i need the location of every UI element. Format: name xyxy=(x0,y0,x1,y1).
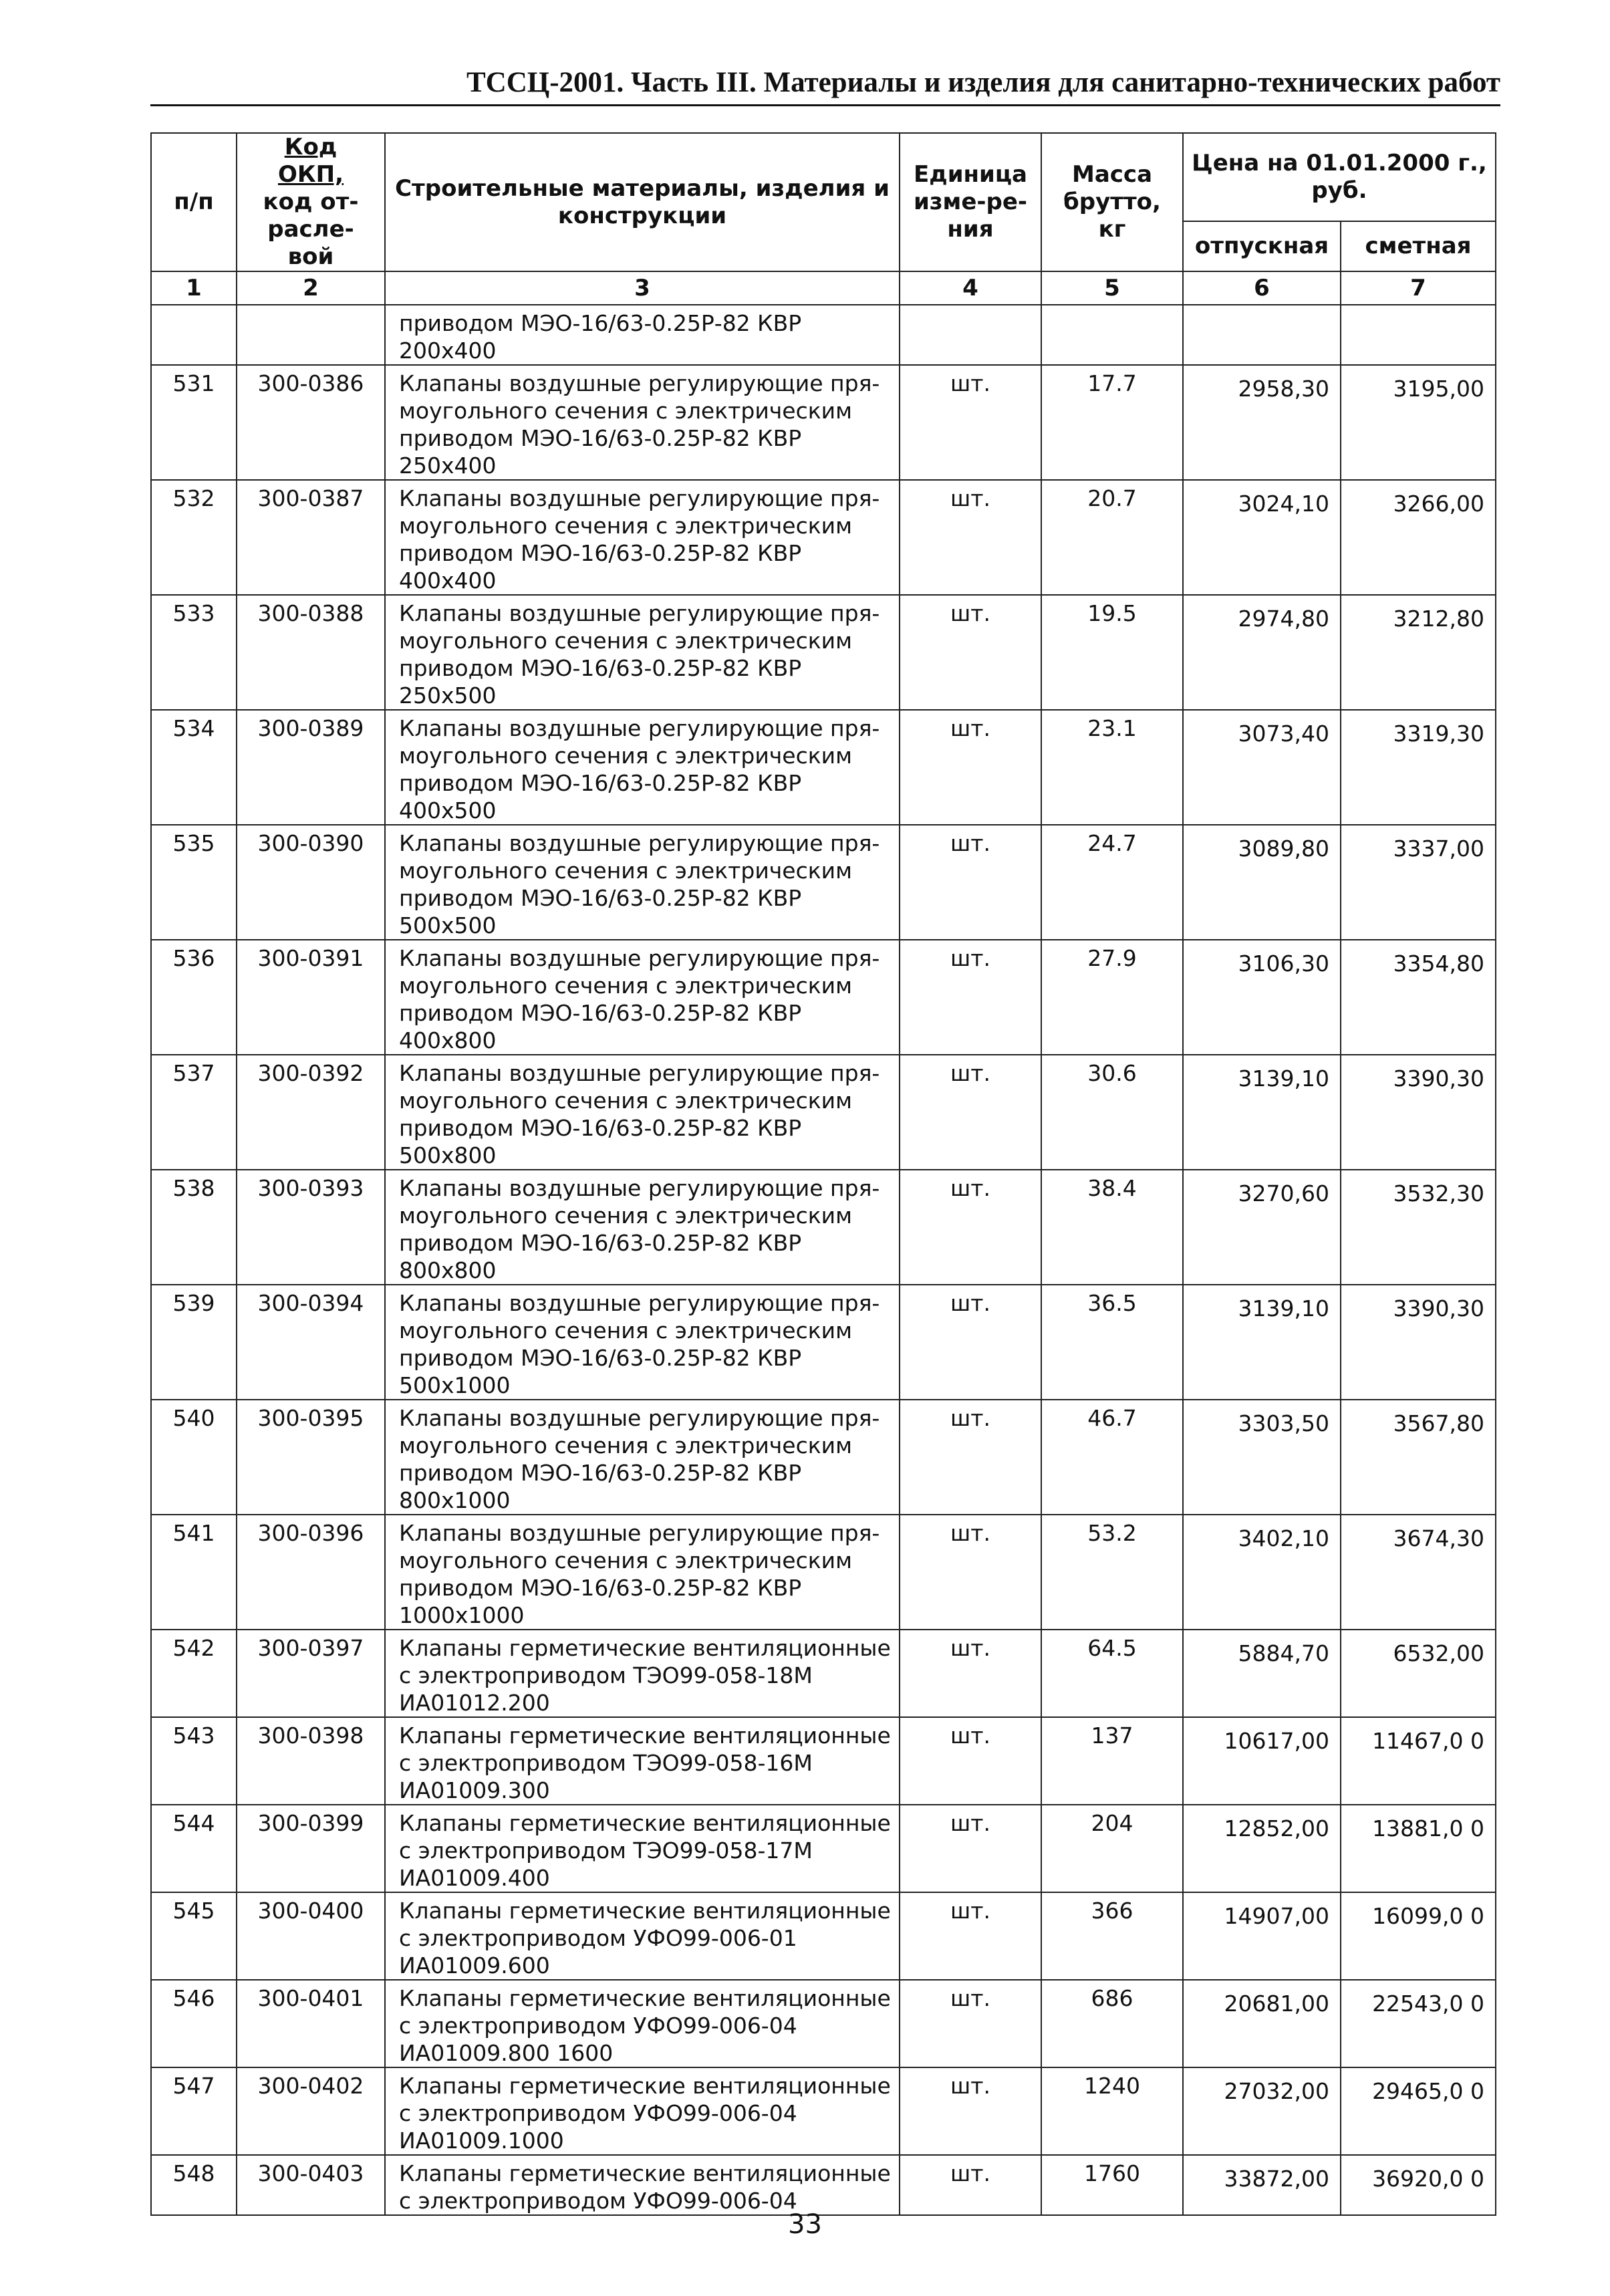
row-description xyxy=(385,825,900,940)
table-row xyxy=(151,1630,1496,1717)
row-price-estimate: 3337,00 xyxy=(1341,825,1496,940)
row-description-line: с электроприводом УФО99-006-04 xyxy=(399,2100,797,2126)
table-row xyxy=(151,595,1496,710)
row-mass: 366 xyxy=(1041,1892,1183,1980)
row-mass: 204 xyxy=(1041,1805,1183,1892)
table-row xyxy=(151,480,1496,595)
col-header-code-line2: ОКП, xyxy=(277,161,344,188)
table-row xyxy=(151,710,1496,825)
row-number: 536 xyxy=(151,940,237,1055)
col-header-price-group: Цена на 01.01.2000 г., руб. xyxy=(1183,133,1496,221)
table-row xyxy=(151,2067,1496,2155)
page-header-title: ТССЦ-2001. Часть III. Материалы и изделия для санитарно-технических работ xyxy=(150,64,1500,106)
row-description-line: ИА01009.600 xyxy=(399,1952,550,1979)
row-okp-code: 300-0395 xyxy=(237,1400,385,1515)
row-okp-code: 300-0397 xyxy=(237,1630,385,1717)
row-description-line: приводом МЭО-16/63-0.25Р-82 КВР xyxy=(399,655,802,681)
row-description-line: 500x500 xyxy=(399,912,497,938)
row-price-release: 3402,10 xyxy=(1183,1515,1341,1630)
row-price-release: 3073,40 xyxy=(1183,710,1341,825)
row-price-estimate: 6532,00 xyxy=(1341,1630,1496,1717)
row-unit: шт. xyxy=(900,940,1041,1055)
row-number: 531 xyxy=(151,365,237,480)
row-okp-code: 300-0403 xyxy=(237,2155,385,2215)
col-header-desc: Строительные материалы, изделия и конструкции xyxy=(385,133,900,271)
materials-price-table xyxy=(150,132,1496,2216)
row-description-line: моугольного сечения с электрическим xyxy=(399,858,852,884)
row-price-release xyxy=(1183,305,1341,365)
row-description-line: 800x1000 xyxy=(399,1487,511,1513)
row-price-release: 5884,70 xyxy=(1183,1630,1341,1717)
row-price-release: 2974,80 xyxy=(1183,595,1341,710)
table-row xyxy=(151,1892,1496,1980)
row-unit: шт. xyxy=(900,1630,1041,1717)
col-number: 3 xyxy=(385,271,900,305)
row-okp-code: 300-0390 xyxy=(237,825,385,940)
row-number: 539 xyxy=(151,1285,237,1400)
col-header-num: п/п xyxy=(151,133,237,271)
row-description xyxy=(385,365,900,480)
row-okp-code: 300-0401 xyxy=(237,1980,385,2067)
row-description-line: с электроприводом ТЭО99-058-16М xyxy=(399,1750,813,1776)
row-description-line: ИА01009.800 1600 xyxy=(399,2040,614,2066)
col-header-code-line4: расле- xyxy=(267,216,354,243)
col-header-price-estimate: сметная xyxy=(1341,221,1496,271)
row-description-line: ИА01012.200 xyxy=(399,1690,550,1716)
row-description-line: приводом МЭО-16/63-0.25Р-82 КВР xyxy=(399,1345,802,1371)
row-description xyxy=(385,1980,900,2067)
row-unit: шт. xyxy=(900,2155,1041,2215)
row-price-release: 3139,10 xyxy=(1183,1055,1341,1170)
row-price-release: 3303,50 xyxy=(1183,1400,1341,1515)
row-okp-code: 300-0386 xyxy=(237,365,385,480)
row-description-line: с электроприводом ТЭО99-058-18М xyxy=(399,1662,813,1688)
row-description xyxy=(385,2155,900,2215)
row-description-line: моугольного сечения с электрическим xyxy=(399,743,852,769)
row-mass: 24.7 xyxy=(1041,825,1183,940)
row-unit: шт. xyxy=(900,1980,1041,2067)
col-number: 4 xyxy=(900,271,1041,305)
row-mass: 38.4 xyxy=(1041,1170,1183,1285)
row-price-release: 3270,60 xyxy=(1183,1170,1341,1285)
table-row xyxy=(151,940,1496,1055)
row-unit: шт. xyxy=(900,1515,1041,1630)
row-unit: шт. xyxy=(900,1892,1041,1980)
row-description-line: моугольного сечения с электрическим xyxy=(399,513,852,539)
row-mass: 17.7 xyxy=(1041,365,1183,480)
row-number: 543 xyxy=(151,1717,237,1805)
row-description xyxy=(385,1717,900,1805)
row-description-line: приводом МЭО-16/63-0.25Р-82 КВР xyxy=(399,885,802,911)
row-description xyxy=(385,1400,900,1515)
col-header-price-release: отпускная xyxy=(1183,221,1341,271)
row-description-line: с электроприводом УФО99-006-04 xyxy=(399,2188,797,2214)
row-description-line: Клапаны герметические вентиляционные xyxy=(399,2073,891,2099)
row-okp-code: 300-0399 xyxy=(237,1805,385,1892)
row-price-release: 12852,00 xyxy=(1183,1805,1341,1892)
row-price-estimate: 3567,80 xyxy=(1341,1400,1496,1515)
table-row xyxy=(151,1055,1496,1170)
col-number: 6 xyxy=(1183,271,1341,305)
row-price-estimate: 3195,00 xyxy=(1341,365,1496,480)
row-unit: шт. xyxy=(900,1805,1041,1892)
row-description-line: ИА01009.300 xyxy=(399,1777,550,1803)
row-description xyxy=(385,2067,900,2155)
row-unit: шт. xyxy=(900,1400,1041,1515)
row-description-line: моугольного сечения с электрическим xyxy=(399,1088,852,1114)
row-price-estimate: 3674,30 xyxy=(1341,1515,1496,1630)
col-number: 2 xyxy=(237,271,385,305)
table-row xyxy=(151,825,1496,940)
row-price-estimate: 36920,0 0 xyxy=(1341,2155,1496,2215)
row-description-line: моугольного сечения с электрическим xyxy=(399,973,852,999)
table-body xyxy=(151,305,1496,2215)
row-okp-code: 300-0398 xyxy=(237,1717,385,1805)
row-okp-code xyxy=(237,305,385,365)
row-description-line: приводом МЭО-16/63-0.25Р-82 КВР xyxy=(399,310,802,336)
row-description-line: 500x800 xyxy=(399,1142,497,1168)
row-description-line: приводом МЭО-16/63-0.25Р-82 КВР xyxy=(399,1000,802,1026)
row-description-line: приводом МЭО-16/63-0.25Р-82 КВР xyxy=(399,425,802,451)
row-mass: 30.6 xyxy=(1041,1055,1183,1170)
row-price-estimate xyxy=(1341,305,1496,365)
row-number: 545 xyxy=(151,1892,237,1980)
row-price-release: 3089,80 xyxy=(1183,825,1341,940)
row-mass: 19.5 xyxy=(1041,595,1183,710)
row-price-release: 2958,30 xyxy=(1183,365,1341,480)
col-number: 1 xyxy=(151,271,237,305)
col-header-mass: Масса брутто, кг xyxy=(1041,133,1183,271)
row-description xyxy=(385,710,900,825)
row-okp-code: 300-0392 xyxy=(237,1055,385,1170)
col-header-code xyxy=(237,133,385,271)
row-unit: шт. xyxy=(900,2067,1041,2155)
row-mass: 27.9 xyxy=(1041,940,1183,1055)
row-number: 537 xyxy=(151,1055,237,1170)
row-description-line: Клапаны воздушные регулирующие пря- xyxy=(399,1060,880,1086)
row-number: 542 xyxy=(151,1630,237,1717)
row-description-line: моугольного сечения с электрическим xyxy=(399,1202,852,1229)
row-unit: шт. xyxy=(900,480,1041,595)
row-description-line: 400x500 xyxy=(399,797,497,823)
table-row xyxy=(151,1515,1496,1630)
row-description-line: ИА01009.1000 xyxy=(399,2128,564,2154)
row-description-line: с электроприводом ТЭО99-058-17М xyxy=(399,1837,813,1864)
row-description-line: 250x400 xyxy=(399,453,497,479)
row-description-line: с электроприводом УФО99-006-01 xyxy=(399,1925,797,1951)
row-description-line: Клапаны герметические вентиляционные xyxy=(399,2160,891,2186)
row-mass: 1760 xyxy=(1041,2155,1183,2215)
row-description-line: Клапаны воздушные регулирующие пря- xyxy=(399,370,880,396)
row-number: 541 xyxy=(151,1515,237,1630)
row-description-line: 400x800 xyxy=(399,1027,497,1053)
table-row xyxy=(151,305,1496,365)
row-description-line: ИА01009.400 xyxy=(399,1865,550,1891)
row-description-line: 400x400 xyxy=(399,567,497,594)
table-row xyxy=(151,365,1496,480)
row-price-estimate: 3212,80 xyxy=(1341,595,1496,710)
row-description-line: Клапаны воздушные регулирующие пря- xyxy=(399,715,880,741)
row-mass: 20.7 xyxy=(1041,480,1183,595)
row-description-line: моугольного сечения с электрическим xyxy=(399,1432,852,1458)
header-row-top xyxy=(151,133,1496,221)
row-price-release: 14907,00 xyxy=(1183,1892,1341,1980)
row-description-line: Клапаны воздушные регулирующие пря- xyxy=(399,1290,880,1316)
row-description-line: 200x400 xyxy=(399,338,497,364)
row-description-line: Клапаны воздушные регулирующие пря- xyxy=(399,600,880,626)
col-header-code-line3: код от- xyxy=(263,188,359,215)
row-number: 544 xyxy=(151,1805,237,1892)
col-header-unit: Единица изме-ре-ния xyxy=(900,133,1041,271)
row-number: 534 xyxy=(151,710,237,825)
row-price-estimate: 29465,0 0 xyxy=(1341,2067,1496,2155)
row-description-line: Клапаны воздушные регулирующие пря- xyxy=(399,1175,880,1201)
row-description-line: Клапаны воздушные регулирующие пря- xyxy=(399,830,880,856)
row-number: 546 xyxy=(151,1980,237,2067)
row-description xyxy=(385,1630,900,1717)
page-number: 33 xyxy=(788,2209,822,2240)
row-okp-code: 300-0391 xyxy=(237,940,385,1055)
row-description-line: Клапаны герметические вентиляционные xyxy=(399,1985,891,2011)
row-description-line: Клапаны воздушные регулирующие пря- xyxy=(399,945,880,971)
row-description-line: моугольного сечения с электрическим xyxy=(399,1547,852,1573)
row-price-release: 3106,30 xyxy=(1183,940,1341,1055)
row-price-estimate: 3390,30 xyxy=(1341,1285,1496,1400)
row-description-line: 800x800 xyxy=(399,1257,497,1283)
row-description-line: Клапаны воздушные регулирующие пря- xyxy=(399,485,880,511)
row-description xyxy=(385,480,900,595)
row-description-line: 500x1000 xyxy=(399,1372,511,1398)
col-header-code-line5: вой xyxy=(287,243,334,270)
col-number: 7 xyxy=(1341,271,1496,305)
row-price-estimate: 3354,80 xyxy=(1341,940,1496,1055)
row-unit: шт. xyxy=(900,1170,1041,1285)
row-description xyxy=(385,1055,900,1170)
row-unit: шт. xyxy=(900,595,1041,710)
row-description-line: Клапаны герметические вентиляционные xyxy=(399,1635,891,1661)
row-mass: 137 xyxy=(1041,1717,1183,1805)
row-price-release: 20681,00 xyxy=(1183,1980,1341,2067)
row-okp-code: 300-0396 xyxy=(237,1515,385,1630)
table-row xyxy=(151,1717,1496,1805)
row-description-line: моугольного сечения с электрическим xyxy=(399,628,852,654)
row-price-release: 33872,00 xyxy=(1183,2155,1341,2215)
row-description-line: 1000x1000 xyxy=(399,1602,525,1628)
row-number: 548 xyxy=(151,2155,237,2215)
row-number xyxy=(151,305,237,365)
row-number: 532 xyxy=(151,480,237,595)
row-price-estimate: 22543,0 0 xyxy=(1341,1980,1496,2067)
row-description-line: приводом МЭО-16/63-0.25Р-82 КВР xyxy=(399,770,802,796)
row-description-line: приводом МЭО-16/63-0.25Р-82 КВР xyxy=(399,1460,802,1486)
col-number: 5 xyxy=(1041,271,1183,305)
row-mass: 686 xyxy=(1041,1980,1183,2067)
row-description xyxy=(385,1285,900,1400)
row-price-release: 27032,00 xyxy=(1183,2067,1341,2155)
table-row xyxy=(151,1805,1496,1892)
row-price-estimate: 3319,30 xyxy=(1341,710,1496,825)
row-description xyxy=(385,1170,900,1285)
row-price-release: 10617,00 xyxy=(1183,1717,1341,1805)
row-description-line: приводом МЭО-16/63-0.25Р-82 КВР xyxy=(399,1115,802,1141)
row-price-release: 3024,10 xyxy=(1183,480,1341,595)
row-mass: 23.1 xyxy=(1041,710,1183,825)
row-okp-code: 300-0388 xyxy=(237,595,385,710)
row-description-line: приводом МЭО-16/63-0.25Р-82 КВР xyxy=(399,1230,802,1256)
row-price-estimate: 16099,0 0 xyxy=(1341,1892,1496,1980)
row-unit: шт. xyxy=(900,710,1041,825)
row-description-line: 250x500 xyxy=(399,682,497,709)
row-description-line: Клапаны герметические вентиляционные xyxy=(399,1898,891,1924)
row-unit: шт. xyxy=(900,825,1041,940)
row-unit: шт. xyxy=(900,1717,1041,1805)
row-description-line: моугольного сечения с электрическим xyxy=(399,398,852,424)
row-description-line: приводом МЭО-16/63-0.25Р-82 КВР xyxy=(399,540,802,566)
row-mass: 36.5 xyxy=(1041,1285,1183,1400)
row-price-estimate: 3266,00 xyxy=(1341,480,1496,595)
row-okp-code: 300-0393 xyxy=(237,1170,385,1285)
table-row xyxy=(151,1400,1496,1515)
col-header-code-line1: Код xyxy=(284,134,338,160)
row-mass: 46.7 xyxy=(1041,1400,1183,1515)
row-mass: 53.2 xyxy=(1041,1515,1183,1630)
row-description-line: Клапаны воздушные регулирующие пря- xyxy=(399,1520,880,1546)
row-description-line: с электроприводом УФО99-006-04 xyxy=(399,2013,797,2039)
row-description xyxy=(385,940,900,1055)
row-okp-code: 300-0400 xyxy=(237,1892,385,1980)
row-price-estimate: 3390,30 xyxy=(1341,1055,1496,1170)
table-row xyxy=(151,2155,1496,2215)
row-number: 547 xyxy=(151,2067,237,2155)
row-unit: шт. xyxy=(900,1285,1041,1400)
table-row xyxy=(151,1170,1496,1285)
row-mass xyxy=(1041,305,1183,365)
column-numbers-row xyxy=(151,271,1496,305)
row-description-line: моугольного сечения с электрическим xyxy=(399,1317,852,1344)
row-number: 540 xyxy=(151,1400,237,1515)
row-description-line: Клапаны воздушные регулирующие пря- xyxy=(399,1405,880,1431)
row-description xyxy=(385,1892,900,1980)
row-description xyxy=(385,595,900,710)
row-description xyxy=(385,1805,900,1892)
row-okp-code: 300-0387 xyxy=(237,480,385,595)
row-unit: шт. xyxy=(900,1055,1041,1170)
row-price-estimate: 13881,0 0 xyxy=(1341,1805,1496,1892)
row-okp-code: 300-0394 xyxy=(237,1285,385,1400)
row-okp-code: 300-0402 xyxy=(237,2067,385,2155)
row-number: 533 xyxy=(151,595,237,710)
row-description-line: Клапаны герметические вентиляционные xyxy=(399,1723,891,1749)
row-okp-code: 300-0389 xyxy=(237,710,385,825)
row-price-estimate: 11467,0 0 xyxy=(1341,1717,1496,1805)
row-mass: 64.5 xyxy=(1041,1630,1183,1717)
row-number: 538 xyxy=(151,1170,237,1285)
row-number: 535 xyxy=(151,825,237,940)
table-row xyxy=(151,1980,1496,2067)
row-description xyxy=(385,1515,900,1630)
table-row xyxy=(151,1285,1496,1400)
row-description-line: Клапаны герметические вентиляционные xyxy=(399,1810,891,1836)
row-price-estimate: 3532,30 xyxy=(1341,1170,1496,1285)
row-mass: 1240 xyxy=(1041,2067,1183,2155)
row-description xyxy=(385,305,900,365)
row-price-release: 3139,10 xyxy=(1183,1285,1341,1400)
row-unit: шт. xyxy=(900,365,1041,480)
row-description-line: приводом МЭО-16/63-0.25Р-82 КВР xyxy=(399,1575,802,1601)
row-unit xyxy=(900,305,1041,365)
